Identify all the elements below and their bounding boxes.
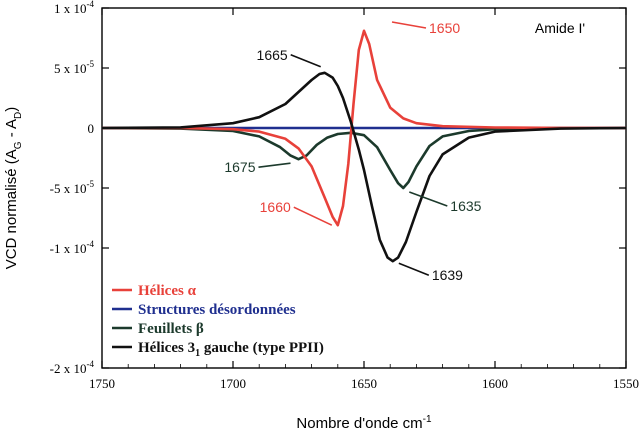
annotation-text: 1675 — [224, 159, 256, 176]
x-axis-label-text: Nombre d'onde cm — [296, 415, 423, 432]
legend-text: Hélices 3 — [138, 340, 196, 356]
annotation-leader — [294, 207, 332, 225]
legend-entry — [138, 283, 197, 299]
y-tick-exponent: -4 — [86, 359, 94, 369]
y-tick-exponent: -4 — [86, 0, 94, 9]
x-tick-text: 1750 — [89, 376, 115, 391]
annotation-text: 1665 — [256, 46, 288, 63]
annotation-label — [257, 47, 288, 63]
x-tick-text: 1700 — [220, 376, 246, 391]
legend-text: Feuillets β — [138, 321, 204, 337]
annotation-text: 1650 — [429, 20, 461, 36]
annotation-leader — [259, 163, 291, 167]
y-tick-label — [88, 121, 95, 136]
series-line-2 — [102, 128, 626, 188]
annotation-label — [260, 199, 291, 215]
legend-text: Hélices α — [138, 283, 196, 299]
x-axis-label-sup: -1 — [422, 414, 432, 425]
y-tick-label — [50, 359, 95, 376]
y-tick-mantissa: 1 x 10 — [54, 1, 87, 16]
x-tick-text: 1600 — [482, 376, 508, 391]
y-axis-label-text: - A — [3, 118, 20, 142]
x-axis-label — [296, 414, 432, 432]
amide-label — [535, 20, 585, 36]
annotation-text: 1639 — [431, 267, 463, 284]
y-tick-exponent: -4 — [86, 239, 94, 249]
y-axis-label-text: VCD normalisé (A — [3, 149, 20, 270]
annotation-leader — [409, 192, 447, 206]
y-tick-label — [54, 0, 94, 16]
annotation-leader — [392, 22, 426, 28]
y-tick-exponent: -5 — [86, 59, 94, 69]
annotation-label — [429, 20, 460, 36]
annotation-text: 1635 — [450, 198, 482, 214]
y-tick-mantissa: 0 — [87, 121, 94, 136]
legend-entry — [138, 340, 324, 359]
y-tick-exponent: -5 — [86, 179, 94, 189]
y-axis-label-sub: D — [13, 111, 24, 119]
x-tick-label — [351, 376, 377, 391]
y-axis-label-text: ) — [3, 106, 20, 112]
amide-label-text: Amide I' — [534, 20, 586, 36]
y-axis-label-sub: G — [13, 141, 24, 150]
legend-entry — [138, 321, 204, 337]
x-tick-text: 1650 — [351, 376, 377, 391]
legend-entry — [138, 302, 296, 318]
y-tick-label — [50, 239, 95, 256]
y-tick-mantissa: -1 x 10 — [49, 241, 87, 256]
y-tick-mantissa: -2 x 10 — [49, 361, 87, 376]
annotation-label — [450, 198, 481, 214]
annotation-text: 1660 — [259, 199, 291, 216]
annotation-leader — [399, 263, 429, 275]
annotation-leader — [291, 55, 321, 67]
annotation-label — [224, 159, 255, 175]
legend-sub: 1 — [195, 348, 201, 359]
y-tick-label — [54, 59, 94, 76]
y-tick-mantissa: 5 x 10 — [54, 61, 87, 76]
y-axis-label — [3, 107, 24, 270]
x-tick-text: 1550 — [613, 376, 639, 391]
x-tick-label — [482, 376, 508, 391]
x-tick-label — [613, 376, 639, 391]
y-tick-mantissa: -5 x 10 — [49, 181, 87, 196]
x-tick-label — [89, 376, 115, 391]
annotation-label — [432, 267, 463, 283]
legend-text: Structures désordonnées — [138, 302, 296, 318]
y-tick-label — [50, 179, 95, 196]
x-tick-label — [220, 376, 246, 391]
legend-text: gauche (type PPII) — [200, 340, 324, 356]
series-line-3 — [102, 73, 626, 261]
